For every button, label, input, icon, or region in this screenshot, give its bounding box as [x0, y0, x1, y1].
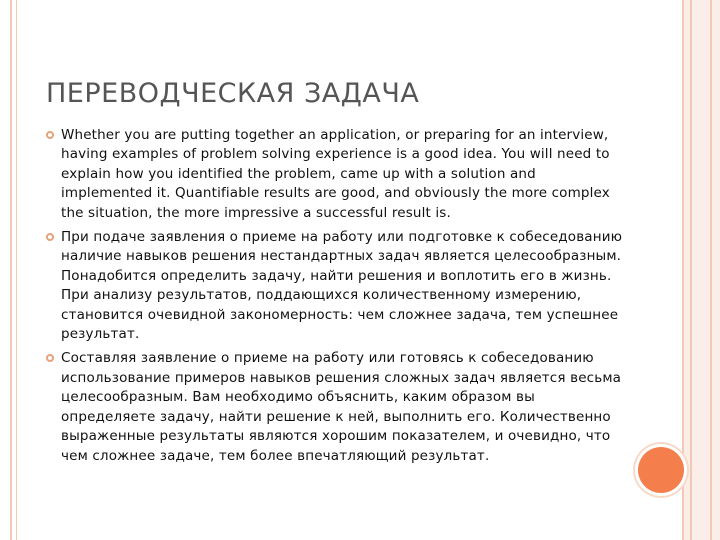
right-border-panel — [682, 0, 720, 540]
bullet-item-russian-1 — [46, 228, 626, 344]
bullet-item-russian-2 — [46, 349, 626, 465]
bullet-circle-icon — [46, 131, 54, 139]
bullet-circle-icon — [46, 354, 54, 362]
bullet-text: При подаче заявления о приеме на работу или подготовке к собеседованию наличие навыков решения нестандартных задач является целесообразным. Понадобится определить задачу, найти решения и воплотить его в жизнь. При анализу результатов, поддающихся количественному измерению, становится очевидной закономерность: чем сложнее задача, тем успешнее результат. — [61, 229, 623, 343]
right-border-line — [682, 0, 684, 540]
right-border-line — [710, 0, 712, 540]
bullet-item-english — [46, 126, 626, 223]
left-border-line — [10, 0, 12, 540]
orange-circle-decoration — [638, 447, 684, 493]
bullet-text: Whether you are putting together an application, or preparing for an interview, having examples of problem solving experience is a good idea. You will need to explain how you identified the problem, came up with a solution and implemented it. Quantifiable results are good, and obviously the more complex the situation, the more impressive a successful result is. — [61, 127, 610, 221]
left-border-inner-line — [16, 0, 17, 540]
bullet-text: Составляя заявление о приеме на работу или готовясь к собеседованию использование примеров навыков решения сложных задач является весьма целесообразным. Вам необходимо объяснить, каким образом вы определяете задачу, найти решение к ней, выполнить его. Количественно выраженные результаты являются хорошим показателем, и очевидно, что чем сложнее задаче, тем более впечатляющий результат. — [61, 350, 622, 464]
bullet-list — [46, 126, 626, 471]
slide-title: ПЕРЕВОДЧЕСКАЯ ЗАДАЧА — [46, 78, 420, 109]
bullet-circle-icon — [46, 233, 54, 241]
right-border-line — [690, 0, 692, 540]
